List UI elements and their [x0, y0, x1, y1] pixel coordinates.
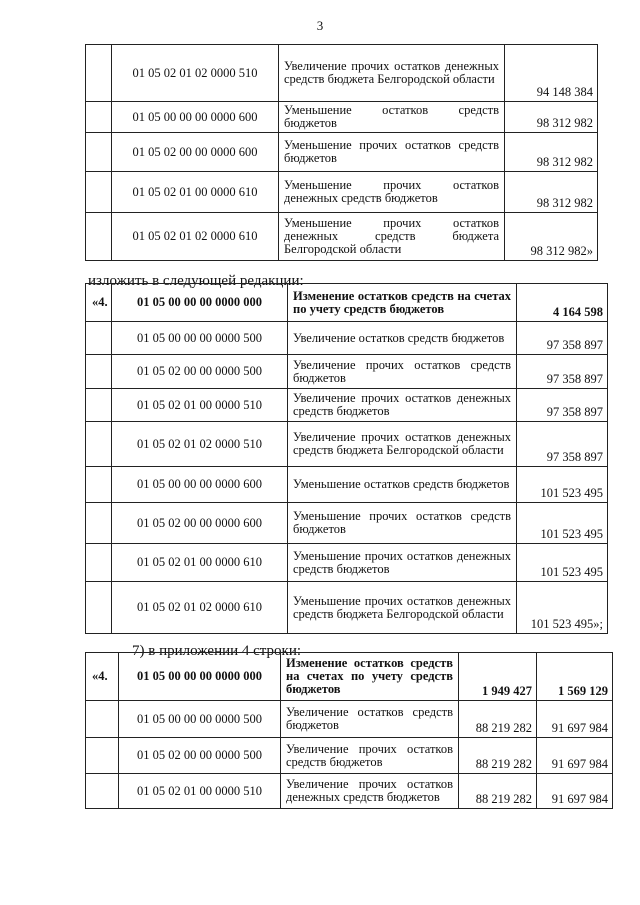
row-description: Уменьшение остатков средств бюджетов	[279, 102, 505, 133]
budget-code: 01 05 02 01 02 0000 610	[112, 582, 288, 634]
budget-code: 01 05 02 01 00 0000 610	[112, 172, 279, 213]
row-marker	[86, 582, 112, 634]
table-row	[86, 422, 608, 467]
row-description: Уменьшение прочих остатков денежных средств бюджета Белгородской области	[288, 582, 517, 634]
table-row	[86, 322, 608, 355]
row-description: Уменьшение прочих остатков денежных средств бюджетов	[288, 544, 517, 582]
row-description: Уменьшение остатков средств бюджетов	[288, 467, 517, 503]
row-description: Уменьшение прочих остатков средств бюджетов	[279, 133, 505, 172]
budget-code: 01 05 02 01 00 0000 610	[112, 544, 288, 582]
amount-value: 97 358 897	[517, 322, 608, 355]
budget-code: 01 05 02 01 02 0000 510	[112, 422, 288, 467]
table-row	[86, 653, 613, 701]
amount-value: 98 312 982	[505, 102, 598, 133]
row-marker	[86, 172, 112, 213]
budget-code: 01 05 00 00 00 0000 000	[119, 653, 281, 701]
budget-code: 01 05 02 00 00 0000 600	[112, 503, 288, 544]
table-row	[86, 102, 598, 133]
amount-value: 98 312 982»	[505, 213, 598, 261]
table-row	[86, 133, 598, 172]
budget-code: 01 05 00 00 00 0000 600	[112, 102, 279, 133]
row-marker: «4.	[86, 653, 119, 701]
table-row	[86, 355, 608, 389]
table-body	[86, 45, 598, 261]
amount-value1: 88 219 282	[459, 701, 537, 738]
budget-code: 01 05 00 00 00 0000 500	[112, 322, 288, 355]
row-description: Увеличение остатков средств бюджетов	[281, 701, 459, 738]
heading-appendix-4: 7) в приложении 4 строки:	[132, 643, 302, 659]
row-description: Увеличение прочих остатков средств бюджетов	[288, 355, 517, 389]
amount-value: 98 312 982	[505, 133, 598, 172]
row-description: Увеличение прочих остатков денежных средств бюджетов	[288, 389, 517, 422]
row-marker	[86, 133, 112, 172]
table-row	[86, 213, 598, 261]
row-marker	[86, 701, 119, 738]
amount-value: 101 523 495	[517, 544, 608, 582]
budget-code: 01 05 02 01 00 0000 510	[119, 774, 281, 809]
row-description: Уменьшение прочих остатков средств бюджетов	[288, 503, 517, 544]
heading-new-edition: изложить в следующей редакции:	[88, 273, 304, 289]
row-marker	[86, 503, 112, 544]
table-row	[86, 701, 613, 738]
budget-table-new	[85, 283, 608, 634]
row-description: Уменьшение прочих остатков денежных средств бюджетов	[279, 172, 505, 213]
amount-value: 101 523 495	[517, 467, 608, 503]
table-body	[86, 284, 608, 634]
row-marker	[86, 213, 112, 261]
budget-code: 01 05 02 01 00 0000 510	[112, 389, 288, 422]
amount-value1: 88 219 282	[459, 774, 537, 809]
row-description: Уменьшение прочих остатков денежных средств бюджета Белгородской области	[279, 213, 505, 261]
budget-code: 01 05 00 00 00 0000 600	[112, 467, 288, 503]
row-marker	[86, 544, 112, 582]
amount-value: 4 164 598	[517, 284, 608, 322]
row-description: Увеличение прочих остатков денежных средств бюджетов	[281, 774, 459, 809]
budget-code: 01 05 02 00 00 0000 600	[112, 133, 279, 172]
row-description: Увеличение прочих остатков средств бюджетов	[281, 738, 459, 774]
row-marker	[86, 774, 119, 809]
row-marker	[86, 389, 112, 422]
row-description: Изменение остатков средств на счетах по учету средств бюджетов	[281, 653, 459, 701]
row-marker	[86, 322, 112, 355]
table-row	[86, 544, 608, 582]
amount-value2: 1 569 129	[537, 653, 613, 701]
budget-code: 01 05 00 00 00 0000 000	[112, 284, 288, 322]
amount-value2: 91 697 984	[537, 701, 613, 738]
table-row	[86, 389, 608, 422]
table-row	[86, 738, 613, 774]
budget-table-old	[85, 44, 598, 261]
page-number: 3	[316, 18, 324, 33]
table-row	[86, 582, 608, 634]
row-description: Увеличение прочих остатков денежных средств бюджета Белгородской области	[288, 422, 517, 467]
table-body	[86, 653, 613, 809]
amount-value: 97 358 897	[517, 355, 608, 389]
row-marker	[86, 45, 112, 102]
amount-value: 94 148 384	[505, 45, 598, 102]
amount-value2: 91 697 984	[537, 738, 613, 774]
table-row	[86, 503, 608, 544]
amount-value: 97 358 897	[517, 389, 608, 422]
row-description: Увеличение прочих остатков денежных средств бюджета Белгородской области	[279, 45, 505, 102]
amount-value1: 88 219 282	[459, 738, 537, 774]
amount-value: 101 523 495	[517, 503, 608, 544]
table-row	[86, 45, 598, 102]
table-row	[86, 284, 608, 322]
amount-value1: 1 949 427	[459, 653, 537, 701]
table-row	[86, 172, 598, 213]
amount-value: 97 358 897	[517, 422, 608, 467]
budget-code: 01 05 02 01 02 0000 510	[112, 45, 279, 102]
table-row	[86, 467, 608, 503]
row-description: Изменение остатков средств на счетах по учету средств бюджетов	[288, 284, 517, 322]
row-marker	[86, 102, 112, 133]
row-description: Увеличение остатков средств бюджетов	[288, 322, 517, 355]
budget-table-appendix-4	[85, 652, 613, 809]
row-marker	[86, 422, 112, 467]
row-marker: «4.	[86, 284, 112, 322]
budget-code: 01 05 02 00 00 0000 500	[112, 355, 288, 389]
budget-code: 01 05 00 00 00 0000 500	[119, 701, 281, 738]
amount-value: 98 312 982	[505, 172, 598, 213]
table-row	[86, 774, 613, 809]
amount-value: 101 523 495»;	[517, 582, 608, 634]
budget-code: 01 05 02 00 00 0000 500	[119, 738, 281, 774]
row-marker	[86, 738, 119, 774]
row-marker	[86, 467, 112, 503]
amount-value2: 91 697 984	[537, 774, 613, 809]
budget-code: 01 05 02 01 02 0000 610	[112, 213, 279, 261]
row-marker	[86, 355, 112, 389]
